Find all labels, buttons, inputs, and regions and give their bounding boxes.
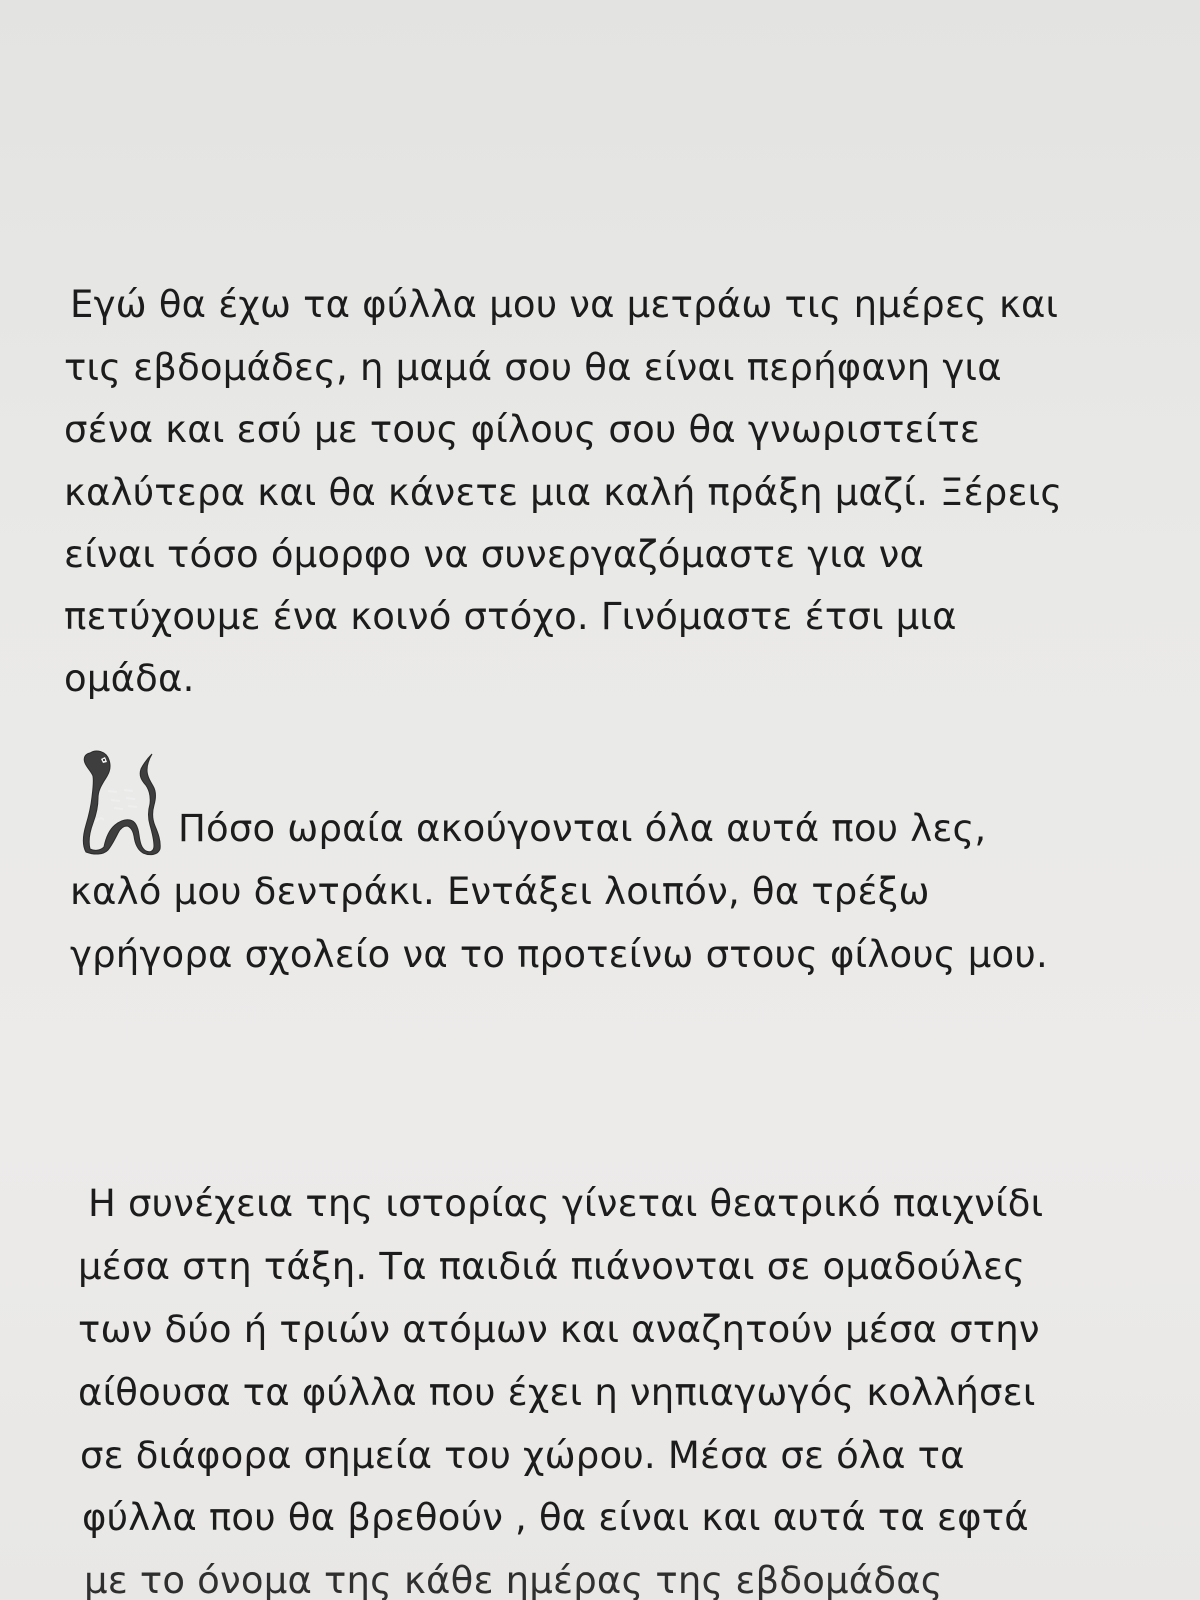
paragraph-line: με το όνομα της κάθε ημέρας της εβδομάδας — [84, 1559, 943, 1600]
paragraph-line: ομάδα. — [64, 657, 195, 700]
paragraph-line: Εγώ θα έχω τα φύλλα μου να μετράω τις ημέρες και — [70, 283, 1059, 326]
paragraph-line: σένα και εσύ με τους φίλους σου θα γνωριστείτε — [64, 408, 981, 451]
paragraph-line: αίθουσα τα φύλλα που έχει η νηπιαγωγός κολλήσει — [78, 1371, 1036, 1414]
paragraph-line: τις εβδομάδες, η μαμά σου θα είναι περήφανη για — [64, 346, 1002, 389]
paragraph-line: Η συνέχεια της ιστορίας γίνεται θεατρικό παιχνίδι — [88, 1182, 1044, 1225]
paragraph-line: καλό μου δεντράκι. Εντάξει λοιπόν, θα τρέξω — [70, 870, 930, 913]
paragraph-line: των δύο ή τριών ατόμων και αναζητούν μέσα στην — [78, 1308, 1040, 1351]
paragraph-line: Πόσο ωραία ακούγονται όλα αυτά που λες, — [178, 807, 987, 850]
paragraph-line: σε διάφορα σημεία του χώρου. Μέσα σε όλα τα — [80, 1434, 965, 1477]
paragraph-line: φύλλα που θα βρεθούν , θα είναι και αυτά τα εφτά — [82, 1496, 1029, 1539]
paragraph-line: γρήγορα σχολείο να το προτείνω στους φίλους μου. — [70, 933, 1048, 976]
paragraph-line: καλύτερα και θα κάνετε μια καλή πράξη μαζί. Ξέρεις — [64, 471, 1063, 514]
paragraph-line: είναι τόσο όμορφο να συνεργαζόμαστε για να — [64, 533, 925, 576]
paragraph-line: μέσα στη τάξη. Τα παιδιά πιάνονται σε ομαδούλες — [78, 1245, 1026, 1288]
dinosaur-icon — [78, 745, 166, 857]
paragraph-line: πετύχουμε ένα κοινό στόχο. Γινόμαστε έτσι μια — [64, 595, 957, 638]
